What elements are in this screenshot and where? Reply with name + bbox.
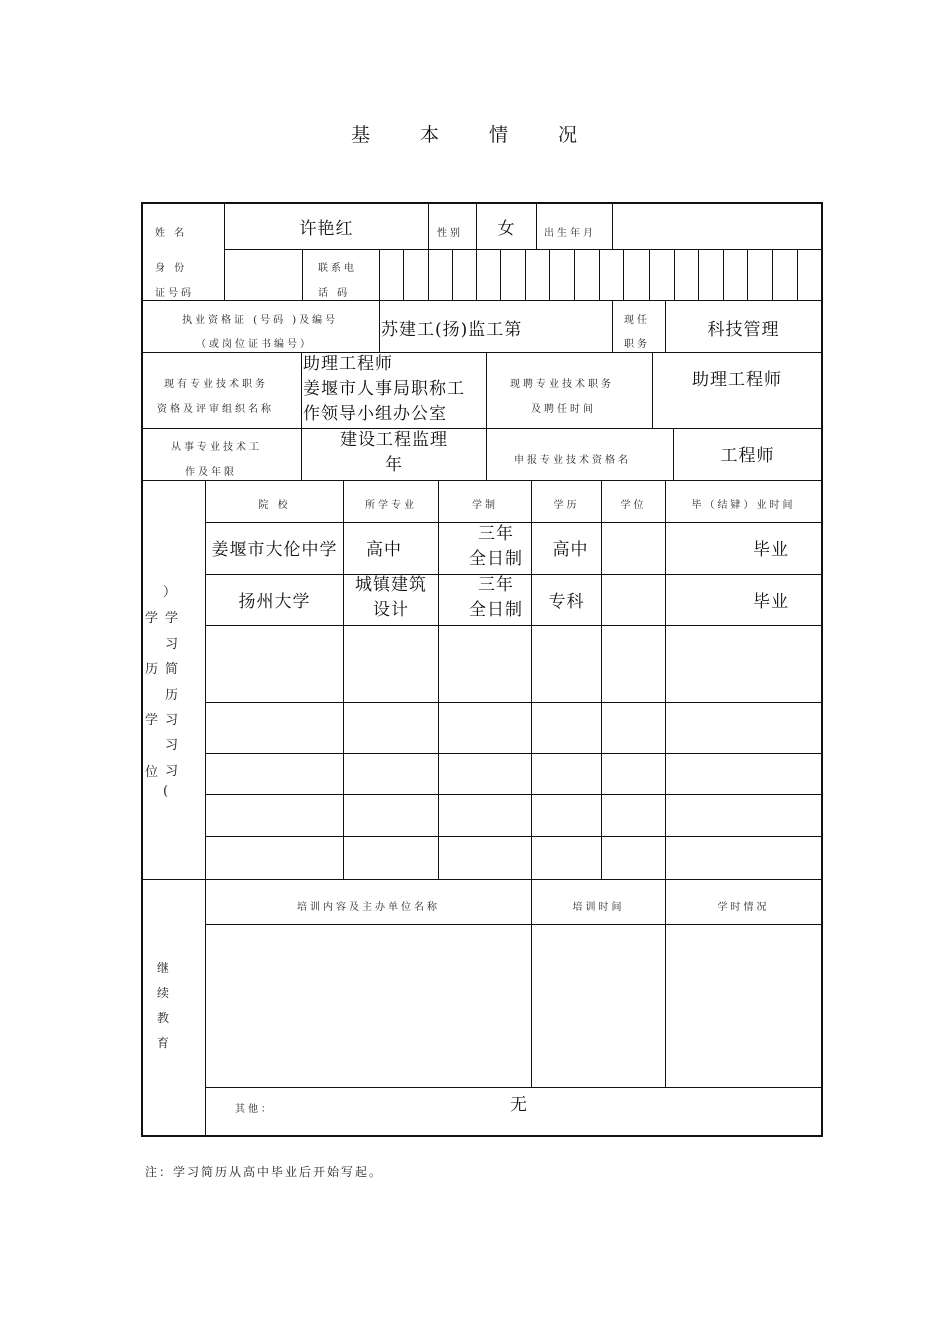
post-label-line1: 现任 bbox=[624, 315, 650, 326]
divider bbox=[206, 1087, 821, 1088]
divider bbox=[772, 249, 773, 300]
edu-graduation: 毕业 bbox=[753, 592, 789, 612]
divider bbox=[206, 702, 821, 703]
current-title-value: 助理工程师 姜堰市人事局职称工 作领导小组办公室 bbox=[303, 354, 465, 424]
training-side-char: 教 bbox=[157, 1011, 173, 1025]
gender-value: 女 bbox=[497, 219, 516, 239]
edu-length: 三年 全日制 bbox=[469, 575, 523, 620]
divider bbox=[599, 249, 600, 300]
divider bbox=[549, 249, 550, 300]
cert-label-line2: （或岗位证书编号） bbox=[196, 339, 313, 350]
gender-label: 性别 bbox=[437, 228, 463, 239]
divider bbox=[225, 249, 821, 250]
divider bbox=[500, 249, 501, 300]
divider bbox=[665, 480, 666, 879]
hired-title-label-line1: 现聘专业技术职务 bbox=[510, 379, 614, 390]
divider bbox=[428, 204, 429, 249]
divider bbox=[536, 204, 537, 249]
edu-side-char: ） bbox=[163, 585, 180, 600]
name-label: 姓 名 bbox=[155, 228, 188, 239]
divider bbox=[525, 249, 526, 300]
divider bbox=[379, 300, 380, 352]
basic-info-form bbox=[141, 202, 823, 1137]
apply-label: 申报专业技术资格名 bbox=[514, 455, 631, 466]
training-header: 学时情况 bbox=[717, 902, 770, 913]
divider bbox=[205, 480, 206, 1135]
divider bbox=[143, 480, 821, 481]
post-value: 科技管理 bbox=[707, 320, 780, 340]
divider bbox=[452, 249, 453, 300]
edu-header: 毕（结肄）业时间 bbox=[691, 500, 796, 511]
divider bbox=[574, 249, 575, 300]
divider bbox=[206, 794, 821, 795]
edu-length: 三年 全日制 bbox=[469, 524, 523, 569]
divider bbox=[612, 300, 613, 352]
divider bbox=[649, 249, 650, 300]
divider bbox=[206, 625, 821, 626]
edu-side-char: 习 bbox=[165, 738, 182, 753]
divider bbox=[143, 879, 821, 880]
edu-side-char: 学 bbox=[145, 713, 162, 728]
divider bbox=[698, 249, 699, 300]
divider bbox=[797, 249, 798, 300]
edu-side-char: 学 bbox=[165, 611, 182, 626]
page-title: 基 本 情 况 bbox=[350, 124, 600, 146]
other-value: 无 bbox=[510, 1095, 528, 1115]
divider bbox=[143, 352, 821, 353]
training-side-char: 育 bbox=[157, 1036, 173, 1050]
id-label-line1: 身 份 bbox=[155, 263, 188, 274]
name-value: 许艳红 bbox=[299, 219, 354, 239]
edu-side-char: 习 bbox=[165, 637, 182, 652]
edu-side-char: 学 bbox=[145, 611, 162, 626]
edu-side-char: 习 bbox=[165, 764, 182, 779]
current-title-label-line2: 资格及评审组织名称 bbox=[157, 404, 274, 415]
edu-header: 学制 bbox=[472, 500, 498, 511]
divider bbox=[747, 249, 748, 300]
divider bbox=[723, 249, 724, 300]
edu-school: 姜堰市大伦中学 bbox=[211, 540, 338, 560]
training-header: 培训时间 bbox=[572, 902, 625, 913]
hired-title-label-line2: 及聘任时间 bbox=[531, 404, 596, 415]
divider bbox=[652, 352, 653, 428]
edu-header: 院 校 bbox=[258, 500, 291, 511]
training-side-char: 继 bbox=[157, 961, 173, 975]
divider bbox=[476, 249, 477, 300]
cert-label-line1: 执业资格证 (号码 )及编号 bbox=[182, 315, 339, 326]
post-label-line2: 职务 bbox=[624, 339, 650, 350]
edu-major: 高中 bbox=[366, 540, 402, 560]
edu-side-char: 简 bbox=[165, 662, 182, 677]
other-label: 其他： bbox=[235, 1104, 274, 1115]
work-label-line2: 作及年限 bbox=[185, 467, 237, 478]
edu-degree-level: 高中 bbox=[552, 540, 589, 560]
divider bbox=[612, 204, 613, 249]
phone-label-line1: 联系电 bbox=[318, 263, 357, 274]
divider bbox=[206, 753, 821, 754]
work-label-line1: 从事专业技术工 bbox=[171, 442, 262, 453]
edu-side-char: 历 bbox=[145, 662, 162, 677]
edu-side-char: 位 bbox=[145, 765, 162, 780]
divider bbox=[206, 924, 821, 925]
divider bbox=[379, 249, 380, 300]
divider bbox=[143, 300, 821, 301]
divider bbox=[206, 836, 821, 837]
divider bbox=[674, 249, 675, 300]
id-label-line2: 证号码 bbox=[155, 288, 194, 299]
divider bbox=[428, 249, 429, 300]
cert-value: 苏建工(扬)监工第 bbox=[381, 320, 523, 340]
edu-major: 城镇建筑 设计 bbox=[355, 575, 427, 620]
divider bbox=[302, 249, 303, 300]
footnote: 注：学习简历从高中毕业后开始写起。 bbox=[145, 1165, 384, 1179]
current-title-label-line1: 现有专业技术职务 bbox=[164, 379, 268, 390]
edu-school: 扬州大学 bbox=[238, 592, 311, 612]
work-value: 建设工程监理 年 bbox=[340, 430, 448, 475]
edu-side-char: 习 bbox=[165, 713, 182, 728]
phone-label-line2: 话 码 bbox=[318, 288, 351, 299]
apply-value: 工程师 bbox=[720, 446, 775, 466]
edu-header: 学历 bbox=[553, 500, 580, 511]
divider bbox=[403, 249, 404, 300]
edu-degree-level: 专科 bbox=[548, 592, 585, 612]
edu-side-char: 历 bbox=[165, 688, 182, 703]
edu-graduation: 毕业 bbox=[753, 540, 789, 560]
hired-title-value: 助理工程师 bbox=[692, 370, 782, 390]
edu-header: 所学专业 bbox=[365, 500, 417, 511]
training-header: 培训内容及主办单位名称 bbox=[297, 902, 440, 913]
divider bbox=[623, 249, 624, 300]
edu-header: 学位 bbox=[620, 500, 647, 511]
divider bbox=[486, 352, 487, 480]
birth-label: 出生年月 bbox=[544, 228, 596, 239]
edu-side-char: ( bbox=[163, 784, 172, 799]
training-side-char: 续 bbox=[157, 986, 173, 1000]
